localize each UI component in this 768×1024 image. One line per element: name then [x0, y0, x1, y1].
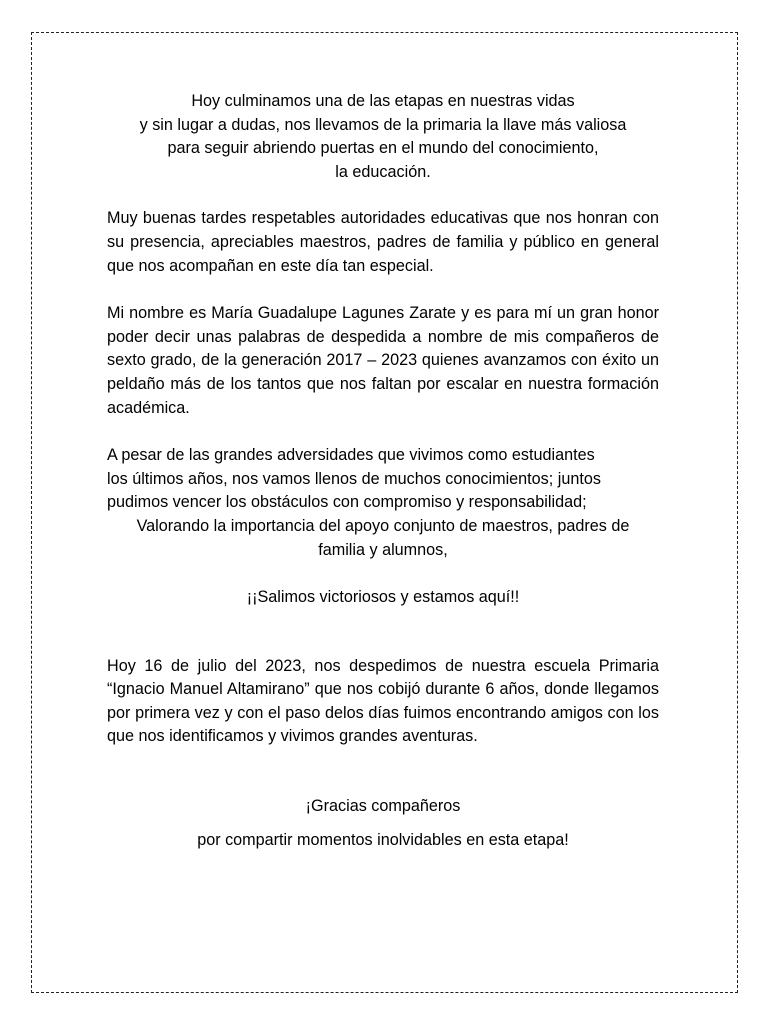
intro-line: la educación.: [335, 162, 431, 181]
greeting-paragraph: Muy buenas tardes respetables autoridades educativas que nos honran con su presencia, apreciables maestros, padres de familia y público en general que nos acompañan en este día tan especial.: [107, 209, 659, 275]
thanks-line-1: ¡Gracias compañeros: [305, 797, 461, 816]
speech-document: [107, 90, 659, 852]
farewell-paragraph: Hoy 16 de julio del 2023, nos despedimos de nuestra escuela Primaria “Ignacio Manuel Altamirano” que nos cobijó durante 6 años, donde llegamos por primera vez y con el paso delos días fuimos encontrando amigos con los que nos identificamos y vivimos grandes aventuras.: [107, 656, 659, 746]
intro-line: Hoy culminamos una de las etapas en nuestras vidas: [191, 92, 575, 110]
adversity-line: pudimos vencer los obstáculos con compromiso y responsabilidad;: [107, 493, 587, 512]
adversity-centered-line: Valorando la importancia del apoyo conjunto de maestros, padres de: [136, 516, 630, 535]
intro-line: y sin lugar a dudas, nos llevamos de la primaria la llave más valiosa: [139, 115, 627, 134]
intro-paragraph: [107, 90, 659, 184]
adversity-line: los últimos años, nos vamos llenos de muchos conocimientos; juntos: [107, 469, 601, 488]
adversity-centered-line: familia y alumnos,: [318, 540, 448, 559]
intro-line: para seguir abriendo puertas en el mundo del conocimiento,: [167, 139, 599, 158]
thanks-line-2: por compartir momentos inolvidables en esta etapa!: [197, 830, 569, 849]
victory-line: ¡¡Salimos victoriosos y estamos aquí!!: [246, 588, 520, 607]
adversity-paragraph: [107, 444, 659, 562]
adversity-line: A pesar de las grandes adversidades que vivimos como estudiantes: [107, 446, 595, 465]
self-intro-paragraph: Mi nombre es María Guadalupe Lagunes Zarate y es para mí un gran honor poder decir unas palabras de despedida a nombre de mis compañeros de sexto grado, de la generación 2017 – 2023 quienes avanzamos con éxito un peldaño más de los tantos que nos faltan por escalar en nuestra formación académica.: [107, 304, 659, 417]
